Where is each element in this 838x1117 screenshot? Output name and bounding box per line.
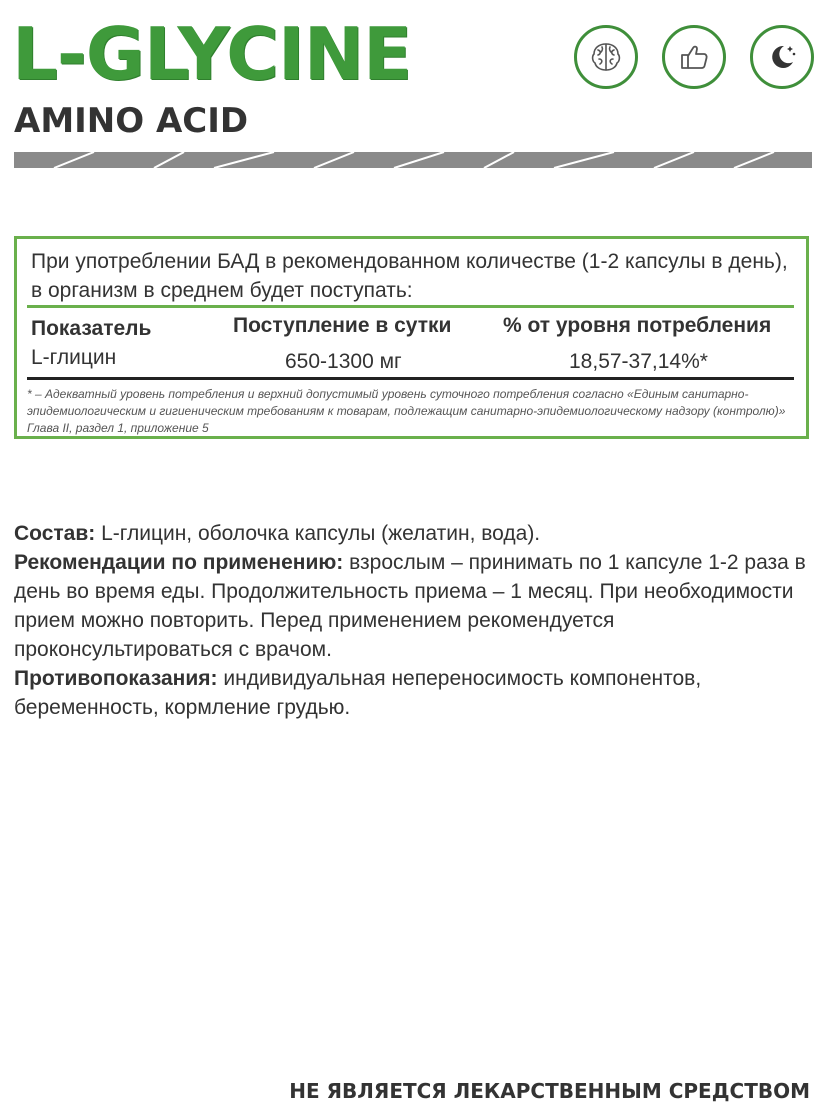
disclaimer: НЕ ЯВЛЯЕТСЯ ЛЕКАРСТВЕННЫМ СРЕДСТВОМ <box>289 1079 810 1103</box>
composition-text: L-глицин, оболочка капсулы (желатин, вода). <box>95 522 541 545</box>
composition-label: Состав: <box>14 522 96 545</box>
moon-stars-icon <box>750 25 814 89</box>
product-subtitle: AMINO ACID <box>14 101 249 141</box>
decorative-stripe <box>14 152 812 168</box>
product-details <box>14 519 814 722</box>
intro-text: При употреблении БАД в рекомендованном количестве (1-2 капсулы в день), в организм в среднем будет поступать: <box>31 250 788 302</box>
footnote: * – Адекватный уровень потребления и верхний допустимый уровень суточного потребления согласно «Единым санитарно-эпидемиологическим и гигиеническим требованиям к товарам, подлежащим санитарно-эпидемиологическому надзору (контролю)» Глава II, раздел 1, приложение 5 <box>27 387 786 435</box>
contraindications-text: индивидуальная непереносимость компонентов, беременность, кормление грудью. <box>14 667 702 719</box>
nutrition-info-box <box>14 236 809 439</box>
usage-label: Рекомендации по применению: <box>14 551 344 574</box>
row-name: L-глицин <box>31 346 117 369</box>
table-top-rule <box>27 305 794 308</box>
contraindications-paragraph <box>14 664 814 722</box>
brain-icon <box>574 25 638 89</box>
row-amount: 650-1300 мг <box>285 350 402 373</box>
header-percent: % от уровня потребления <box>503 314 772 337</box>
usage-paragraph <box>14 548 814 664</box>
table-bottom-rule <box>27 377 794 380</box>
row-percent: 18,57-37,14%* <box>569 350 708 373</box>
header-indicator: Показатель <box>31 317 152 340</box>
usage-text: взрослым – принимать по 1 капсуле 1-2 раза в день во время еды. Продолжительность приема – 1 месяц. При необходимости прием можно повторить. Перед применением рекомендуется проконсультироваться с врачом. <box>14 551 806 661</box>
composition-paragraph <box>14 519 814 548</box>
benefit-icons <box>574 25 814 89</box>
thumbs-up-icon <box>662 25 726 89</box>
contraindications-label: Противопоказания: <box>14 667 218 690</box>
header-daily-intake: Поступление в сутки <box>233 314 452 337</box>
product-title: L-GLYCINE <box>12 12 412 96</box>
